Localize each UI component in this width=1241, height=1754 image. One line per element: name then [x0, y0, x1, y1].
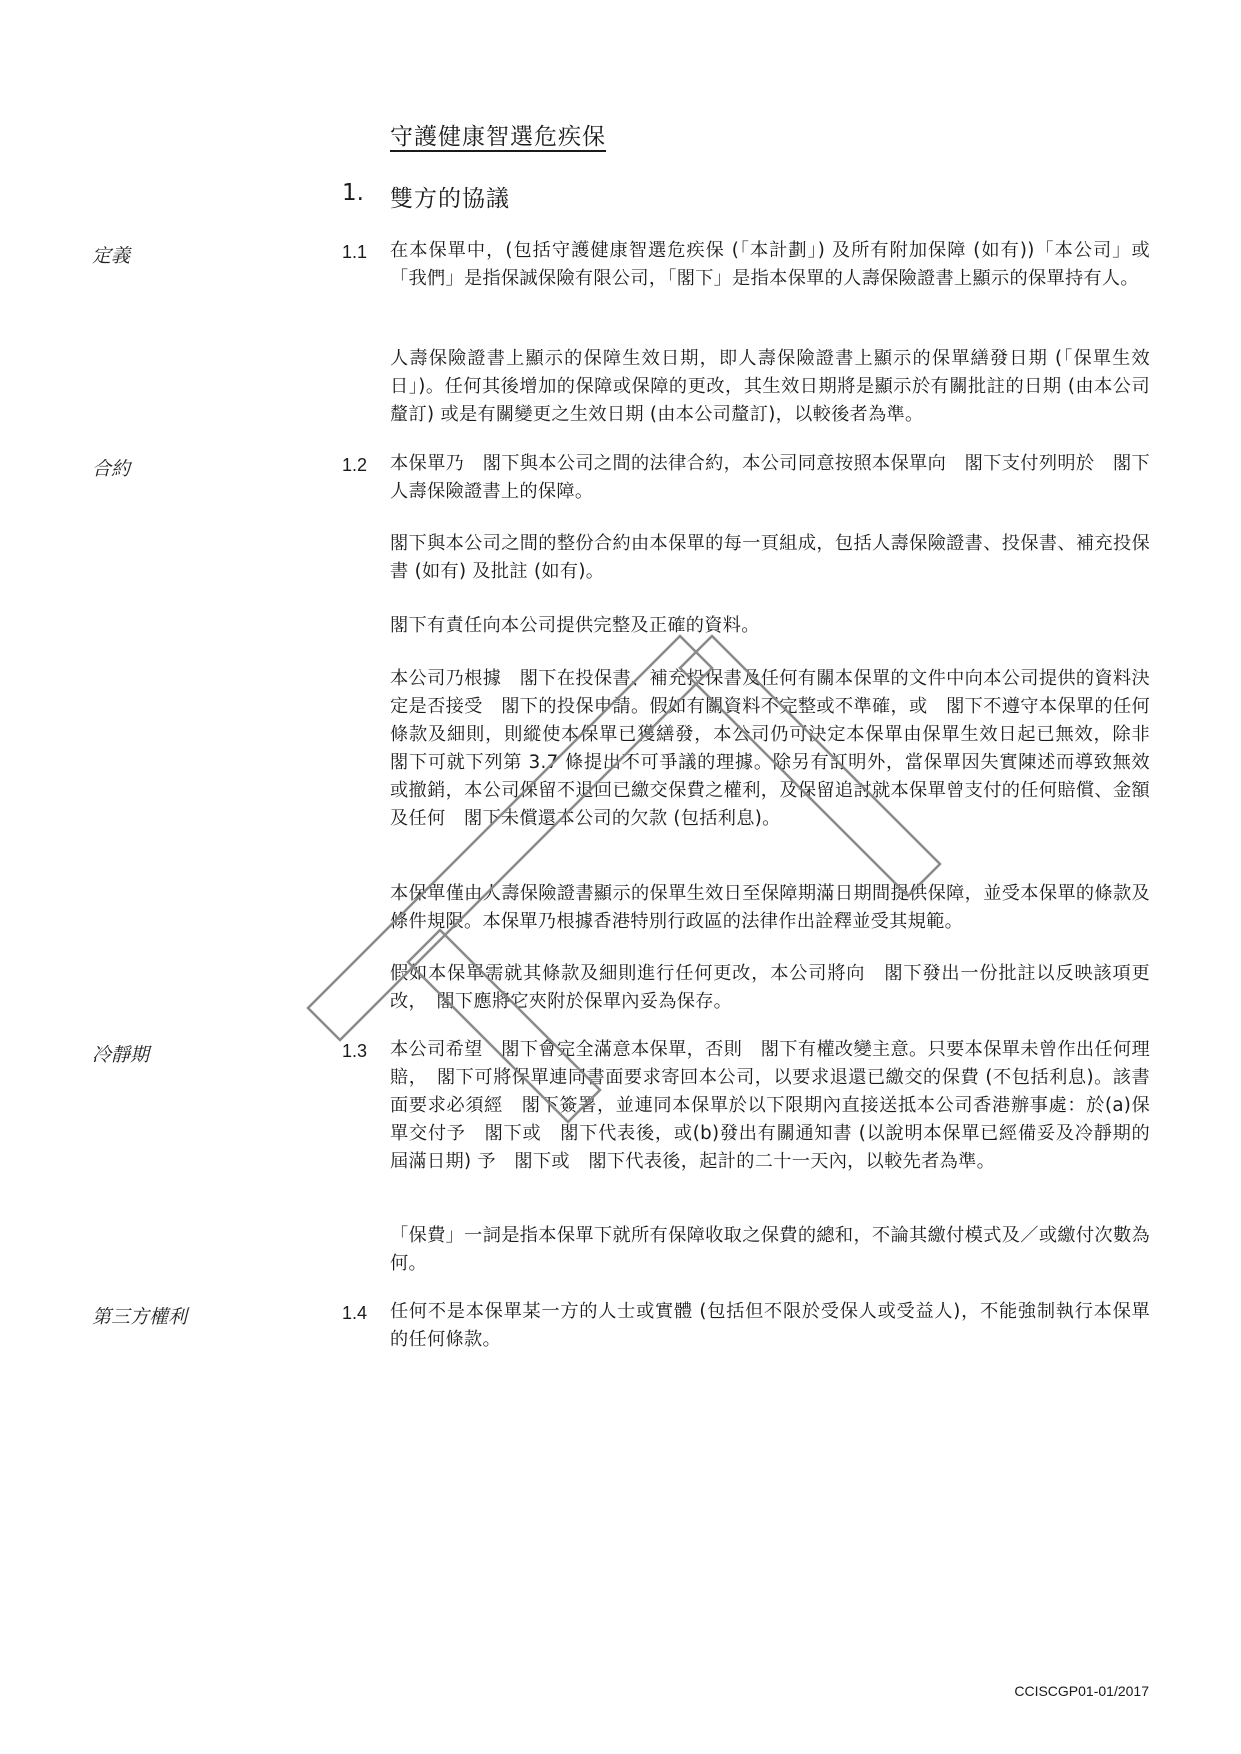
clause-number-1-3: 1.3: [342, 1041, 368, 1061]
clause-1-4-paragraph-1: 任何不是本保單某一方的人士或實體 (包括但不限於受保人或受益人)，不能強制執行本保單的任何條款。: [390, 1301, 1150, 1350]
clause-number-1-4: 1.4: [342, 1303, 368, 1323]
margin-label-contract: 合約: [92, 458, 131, 480]
clause-1-2-paragraph-5: 本保單僅由人壽保險證書顯示的保單生效日至保障期滿日期間提供保障，並受本保單的條款及條件規限。本保單乃根據香港特別行政區的法律作出詮釋並受其規範。: [390, 883, 1150, 932]
clause-number-1-1: 1.1: [342, 242, 368, 262]
margin-label-definitions: 定義: [92, 245, 131, 267]
section-number: 1.: [342, 180, 364, 206]
clause-1-1-paragraph-1: 在本保單中，(包括守護健康智選危疾保 (「本計劃」) 及所有附加保障 (如有))「本公司」或「我們」是指保誠保險有限公司，「閣下」是指本保單的人壽保險證書上顯示的保單持有人。: [390, 240, 1150, 289]
clause-1-2-paragraph-3: 閣下有責任向本公司提供完整及正確的資料。: [390, 615, 760, 636]
margin-label-third-party-rights: 第三方權利: [92, 1306, 188, 1328]
clause-1-2-paragraph-6: 假如本保單需就其條款及細則進行任何更改，本公司將向 閣下發出一份批註以反映該項更改， 閣下應將它夾附於保單內妥為保存。: [390, 963, 1150, 1012]
clause-number-1-2: 1.2: [342, 455, 368, 475]
clause-1-2-paragraph-4: 本公司乃根據 閣下在投保書、補充投保書及任何有關本保單的文件中向本公司提供的資料決定是否接受 閣下的投保申請。假如有關資料不完整或不準確，或 閣下不遵守本保單的任何條款及細則，則縱使本保單已獲繕發，本公司仍可決定本保單由保單生效日起已無效，除非 閣下可就下列第 3.7 條提出不可爭議的理據。除另有訂明外，當保單因失實陳述而導致無效或撤銷，本公司保留不退回已繳交保費之權利，及保留追討就本保單曾支付的任何賠償、金額及任何 閣下未償還本公司的欠款 (包括利息)。: [390, 668, 1169, 829]
clause-1-3-paragraph-1: 本公司希望 閣下會完全滿意本保單，否則 閣下有權改變主意。只要本保單未曾作出任何理賠， 閣下可將保單連同書面要求寄回本公司，以要求退還已繳交的保費 (不包括利息)。該書面要求必須經 閣下簽署，並連同本保單於以下限期內直接送抵本公司香港辦事處：於(a)保單交付予 閣下或 閣下代表後，或(b)發出有關通知書 (以說明本保單已經備妥及冷靜期的屆滿日期) 予 閣下或 閣下代表後，起計的二十一天內，以較先者為準。: [390, 1039, 1150, 1172]
clause-1-1-paragraph-2: 人壽保險證書上顯示的保障生效日期，即人壽保險證書上顯示的保單繕發日期 (「保單生效日」)。任何其後增加的保障或保障的更改，其生效日期將是顯示於有關批註的日期 (由本公司釐訂) 或是有關變更之生效日期 (由本公司釐訂)，以較後者為準。: [390, 348, 1150, 425]
footer-document-code: CCISCGP01-01/2017: [1014, 1683, 1149, 1699]
margin-label-cooling-off: 冷靜期: [92, 1044, 150, 1066]
section-title: 雙方的協議: [390, 186, 510, 212]
document-title: 守護健康智選危疾保: [390, 124, 606, 150]
clause-1-3-paragraph-2: 「保費」一詞是指本保單下就所有保障收取之保費的總和，不論其繳付模式及／或繳付次數為何。: [390, 1225, 1150, 1274]
clause-1-2-paragraph-2: 閣下與本公司之間的整份合約由本保單的每一頁組成，包括人壽保險證書、投保書、補充投保書 (如有) 及批註 (如有)。: [390, 533, 1150, 582]
clause-1-2-paragraph-1: 本保單乃 閣下與本公司之間的法律合約，本公司同意按照本保單向 閣下支付列明於 閣下人壽保險證書上的保障。: [390, 453, 1150, 502]
